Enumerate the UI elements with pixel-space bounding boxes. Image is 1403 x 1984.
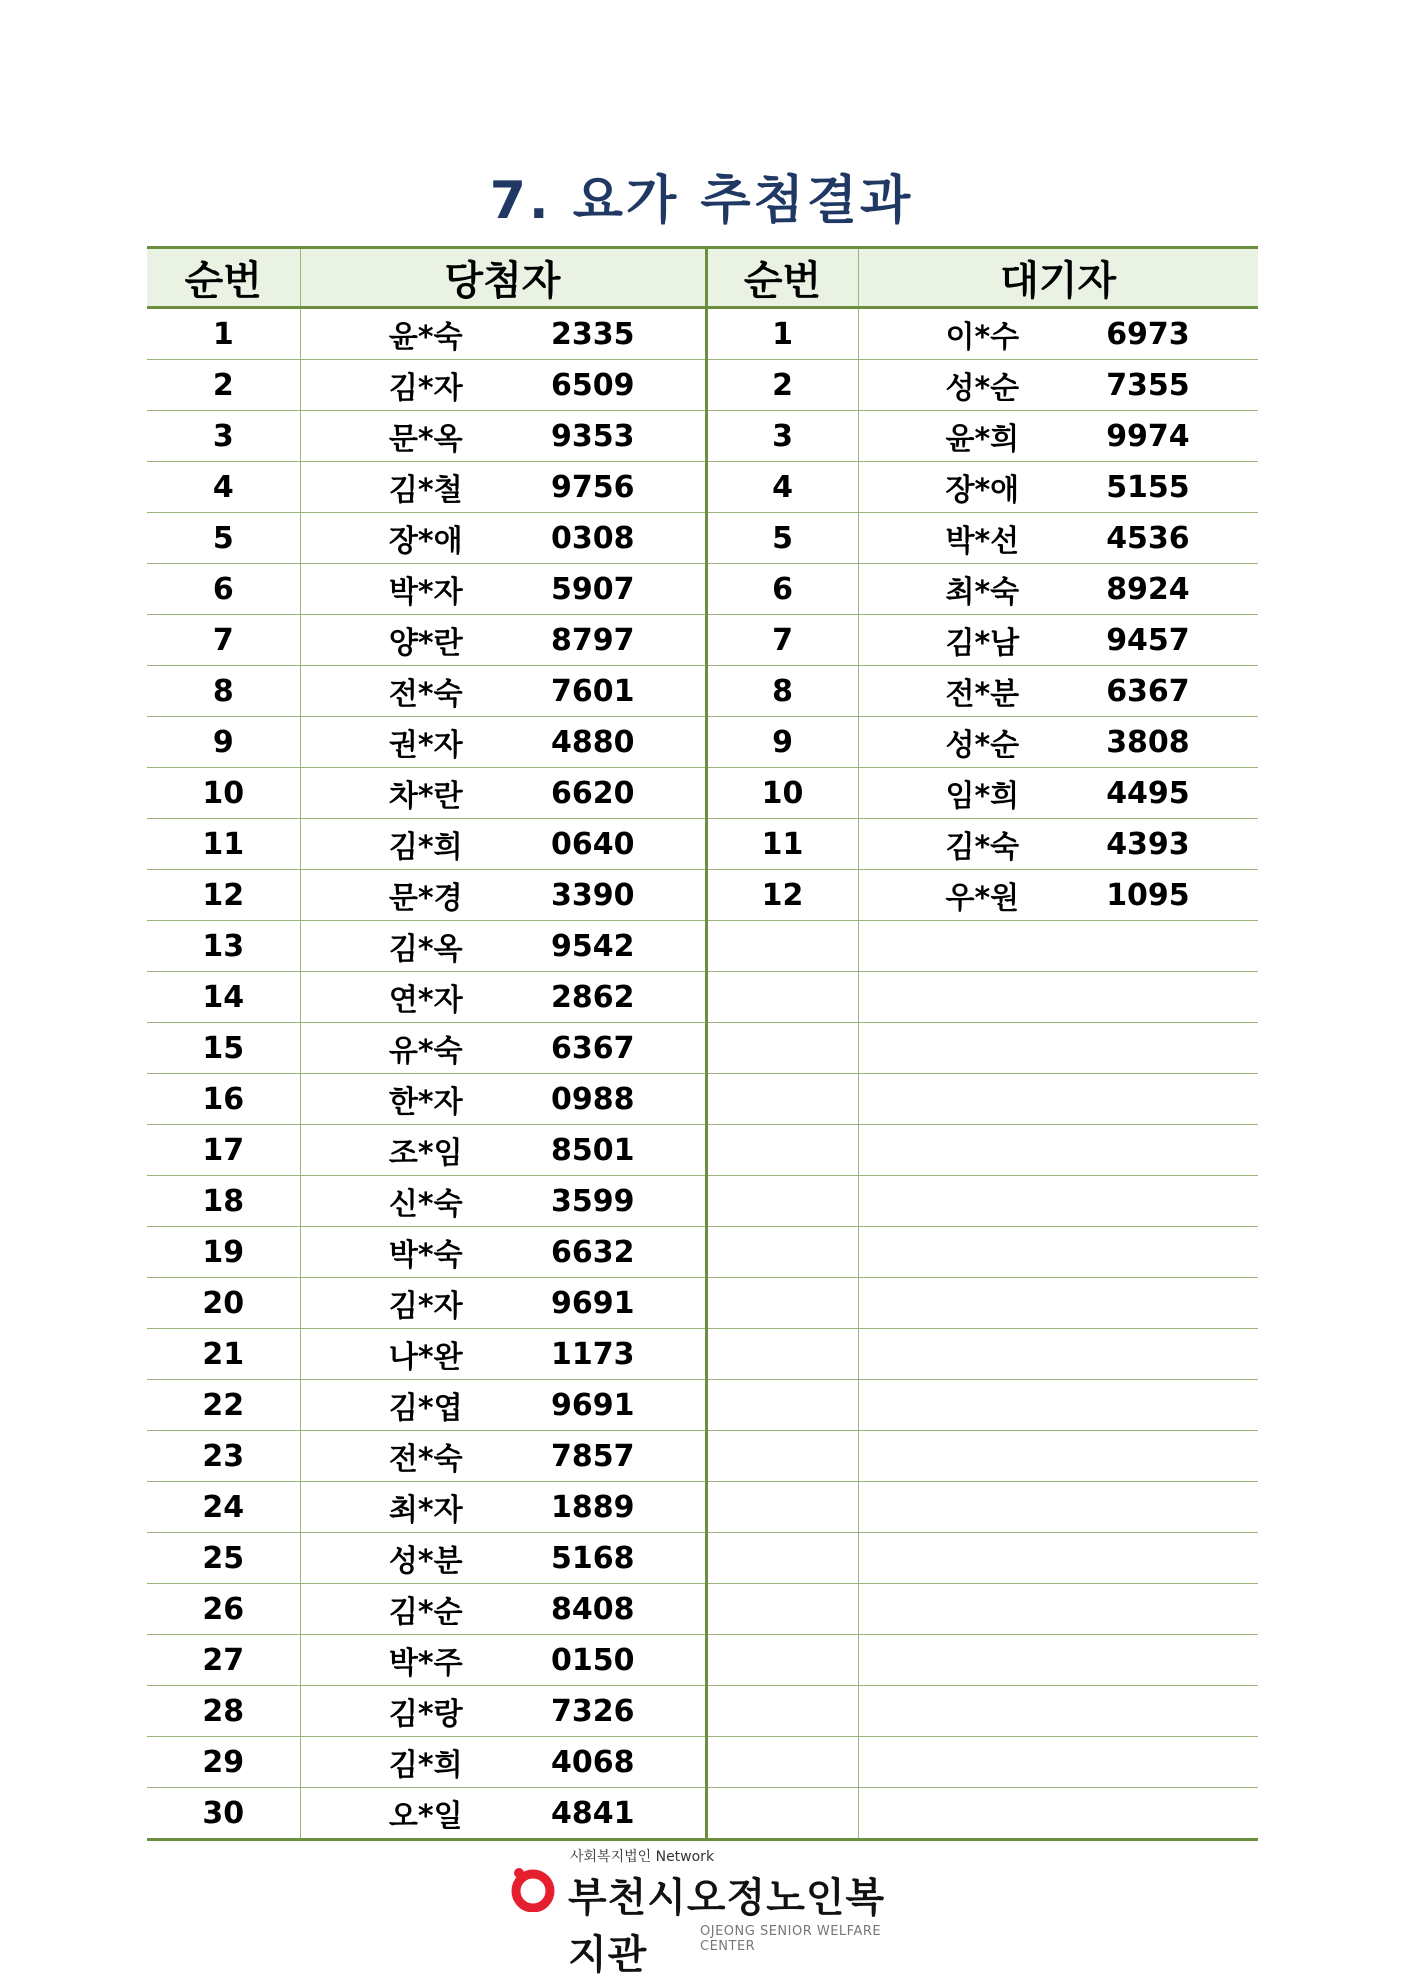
waitlist-code: 6973: [1106, 316, 1190, 352]
table-row: [147, 1023, 1258, 1074]
waitlist-name: 임*희: [945, 779, 1020, 814]
waitlist-number: [706, 1278, 858, 1329]
waitlist-name: 윤*희: [945, 422, 1020, 457]
winner-cell: [300, 1482, 706, 1533]
header-winners: 당첨자: [300, 248, 706, 308]
winner-number: 4: [147, 462, 300, 513]
lottery-results-table: [147, 246, 1258, 1841]
winner-number: 1: [147, 308, 300, 360]
winner-code: 6632: [550, 1234, 635, 1270]
waitlist-number: [706, 1737, 858, 1788]
winner-code: 0150: [550, 1642, 635, 1678]
waitlist-number: [706, 921, 858, 972]
winner-name: 김*자: [388, 1289, 463, 1324]
waitlist-number: 9: [706, 717, 858, 768]
winner-name: 신*숙: [388, 1187, 463, 1222]
waitlist-name: 장*애: [945, 473, 1020, 508]
waitlist-number: 10: [706, 768, 858, 819]
winner-name: 한*자: [388, 1085, 463, 1120]
winner-number: 15: [147, 1023, 300, 1074]
waitlist-cell: [858, 513, 1258, 564]
table-row: [147, 1074, 1258, 1125]
waitlist-cell: [858, 615, 1258, 666]
winner-code: 5168: [550, 1540, 635, 1576]
winner-cell: [300, 1788, 706, 1840]
waitlist-cell: [858, 819, 1258, 870]
waitlist-name: 박*선: [945, 524, 1020, 559]
winner-number: 9: [147, 717, 300, 768]
winner-number: 29: [147, 1737, 300, 1788]
waitlist-name: 김*숙: [945, 830, 1020, 865]
waitlist-number: 7: [706, 615, 858, 666]
winner-code: 9542: [550, 928, 635, 964]
waitlist-cell: [858, 1686, 1258, 1737]
table-row: [147, 1533, 1258, 1584]
waitlist-cell: [858, 1074, 1258, 1125]
winner-cell: [300, 819, 706, 870]
waitlist-code: 4393: [1106, 826, 1190, 862]
waitlist-name: 김*남: [945, 626, 1020, 661]
winner-cell: [300, 1227, 706, 1278]
org-network-label: 사회복지법인 Network: [570, 1849, 715, 1865]
winner-number: 3: [147, 411, 300, 462]
winner-name: 오*일: [388, 1799, 463, 1834]
winner-code: 6509: [550, 367, 635, 403]
winner-cell: [300, 564, 706, 615]
winner-number: 11: [147, 819, 300, 870]
waitlist-number: [706, 1788, 858, 1840]
winner-number: 19: [147, 1227, 300, 1278]
winner-number: 14: [147, 972, 300, 1023]
waitlist-number: [706, 1329, 858, 1380]
table-row: [147, 819, 1258, 870]
waitlist-cell: [858, 1482, 1258, 1533]
waitlist-cell: [858, 308, 1258, 360]
winner-cell: [300, 666, 706, 717]
winner-name: 조*임: [388, 1136, 463, 1171]
winner-name: 김*철: [388, 473, 463, 508]
waitlist-number: [706, 972, 858, 1023]
winner-code: 0308: [550, 520, 635, 556]
winner-number: 6: [147, 564, 300, 615]
table-row: [147, 1635, 1258, 1686]
winner-code: 7326: [550, 1693, 635, 1729]
table-row: [147, 360, 1258, 411]
winner-name: 최*자: [388, 1493, 463, 1528]
winner-name: 김*자: [388, 371, 463, 406]
winner-name: 문*경: [388, 881, 463, 916]
winner-code: 2335: [550, 316, 635, 352]
table-row: [147, 1788, 1258, 1840]
winner-cell: [300, 1584, 706, 1635]
winner-name: 박*자: [388, 575, 463, 610]
waitlist-number: 11: [706, 819, 858, 870]
winner-code: 9353: [550, 418, 635, 454]
waitlist-cell: [858, 1125, 1258, 1176]
winner-cell: [300, 360, 706, 411]
winner-cell: [300, 1431, 706, 1482]
winner-number: 2: [147, 360, 300, 411]
waitlist-name: 성*순: [945, 728, 1020, 763]
waitlist-name: 우*원: [945, 881, 1020, 916]
table-row: [147, 1737, 1258, 1788]
waitlist-number: [706, 1023, 858, 1074]
winner-cell: [300, 308, 706, 360]
header-waitlist: 대기자: [858, 248, 1258, 308]
winner-name: 김*순: [388, 1595, 463, 1630]
waitlist-code: 8924: [1106, 571, 1190, 607]
winner-name: 박*주: [388, 1646, 463, 1681]
waitlist-number: 2: [706, 360, 858, 411]
waitlist-cell: [858, 768, 1258, 819]
winner-number: 5: [147, 513, 300, 564]
waitlist-cell: [858, 1788, 1258, 1840]
winner-name: 윤*숙: [388, 320, 463, 355]
winner-code: 5907: [550, 571, 635, 607]
waitlist-cell: [858, 1431, 1258, 1482]
winner-cell: [300, 972, 706, 1023]
waitlist-number: 1: [706, 308, 858, 360]
winner-code: 0640: [550, 826, 635, 862]
winner-cell: [300, 1125, 706, 1176]
winner-number: 21: [147, 1329, 300, 1380]
waitlist-number: [706, 1074, 858, 1125]
winner-code: 1173: [550, 1336, 635, 1372]
winner-number: 26: [147, 1584, 300, 1635]
winner-code: 9691: [550, 1387, 635, 1423]
winner-number: 16: [147, 1074, 300, 1125]
winner-code: 3390: [550, 877, 635, 913]
waitlist-cell: [858, 717, 1258, 768]
winner-cell: [300, 717, 706, 768]
winner-name: 장*애: [388, 524, 463, 559]
waitlist-number: [706, 1686, 858, 1737]
winner-cell: [300, 921, 706, 972]
waitlist-cell: [858, 1635, 1258, 1686]
winner-name: 차*란: [388, 779, 463, 814]
winner-number: 12: [147, 870, 300, 921]
winner-code: 3599: [550, 1183, 635, 1219]
waitlist-cell: [858, 1380, 1258, 1431]
winner-cell: [300, 1635, 706, 1686]
waitlist-code: 3808: [1106, 724, 1190, 760]
winner-name: 전*숙: [388, 1442, 463, 1477]
waitlist-number: 12: [706, 870, 858, 921]
table-row: [147, 1278, 1258, 1329]
waitlist-number: [706, 1635, 858, 1686]
waitlist-cell: [858, 411, 1258, 462]
table-row: [147, 1584, 1258, 1635]
winner-number: 8: [147, 666, 300, 717]
waitlist-code: 9457: [1106, 622, 1190, 658]
table-row: [147, 513, 1258, 564]
winner-cell: [300, 1023, 706, 1074]
waitlist-cell: [858, 666, 1258, 717]
winner-name: 김*랑: [388, 1697, 463, 1732]
waitlist-number: [706, 1431, 858, 1482]
table-row: [147, 1125, 1258, 1176]
org-name: 부천시오정노인복지관: [568, 1875, 886, 1978]
winner-code: 2862: [550, 979, 635, 1015]
table-row: [147, 921, 1258, 972]
winner-name: 김*옥: [388, 932, 463, 967]
table-row: [147, 462, 1258, 513]
table-row: [147, 768, 1258, 819]
waitlist-cell: [858, 1584, 1258, 1635]
waitlist-number: [706, 1482, 858, 1533]
winner-cell: [300, 462, 706, 513]
waitlist-name: 성*순: [945, 371, 1020, 406]
table-row: [147, 972, 1258, 1023]
winner-name: 박*숙: [388, 1238, 463, 1273]
winner-cell: [300, 615, 706, 666]
winner-cell: [300, 1533, 706, 1584]
table-row: [147, 615, 1258, 666]
page-title: 7. 요가 추첨결과: [489, 171, 914, 231]
table-row: [147, 1227, 1258, 1278]
winner-code: 4068: [550, 1744, 635, 1780]
winner-number: 18: [147, 1176, 300, 1227]
winner-code: 8797: [550, 622, 635, 658]
winner-name: 김*희: [388, 830, 463, 865]
winner-cell: [300, 513, 706, 564]
waitlist-number: [706, 1227, 858, 1278]
winner-code: 6367: [550, 1030, 635, 1066]
waitlist-cell: [858, 921, 1258, 972]
winner-code: 8501: [550, 1132, 635, 1168]
table-row: [147, 1431, 1258, 1482]
winner-code: 4841: [550, 1795, 635, 1831]
winner-cell: [300, 1176, 706, 1227]
winner-code: 1889: [550, 1489, 635, 1525]
winner-cell: [300, 1737, 706, 1788]
waitlist-code: 9974: [1106, 418, 1190, 454]
winner-name: 성*분: [388, 1544, 463, 1579]
winner-code: 8408: [550, 1591, 635, 1627]
waitlist-cell: [858, 1176, 1258, 1227]
waitlist-number: [706, 1533, 858, 1584]
waitlist-number: [706, 1584, 858, 1635]
waitlist-cell: [858, 1329, 1258, 1380]
waitlist-cell: [858, 564, 1258, 615]
winner-name: 연*자: [388, 983, 463, 1018]
winner-cell: [300, 768, 706, 819]
winner-name: 유*숙: [388, 1034, 463, 1069]
winner-name: 양*란: [388, 626, 463, 661]
table-row: [147, 411, 1258, 462]
waitlist-number: [706, 1380, 858, 1431]
table-row: [147, 1380, 1258, 1431]
winner-code: 9756: [550, 469, 635, 505]
waitlist-number: 4: [706, 462, 858, 513]
waitlist-number: 8: [706, 666, 858, 717]
waitlist-number: 3: [706, 411, 858, 462]
winner-number: 23: [147, 1431, 300, 1482]
winner-name: 나*완: [388, 1340, 463, 1375]
waitlist-cell: [858, 1278, 1258, 1329]
winner-code: 7857: [550, 1438, 635, 1474]
waitlist-number: [706, 1125, 858, 1176]
waitlist-cell: [858, 1533, 1258, 1584]
table-header-row: [147, 248, 1258, 308]
table-row: [147, 870, 1258, 921]
winner-code: 6620: [550, 775, 635, 811]
winner-number: 25: [147, 1533, 300, 1584]
winner-code: 0988: [550, 1081, 635, 1117]
table-row: [147, 1176, 1258, 1227]
winner-cell: [300, 1329, 706, 1380]
waitlist-cell: [858, 1227, 1258, 1278]
waitlist-name: 전*분: [945, 677, 1020, 712]
winner-number: 17: [147, 1125, 300, 1176]
winner-number: 20: [147, 1278, 300, 1329]
winner-number: 7: [147, 615, 300, 666]
winner-name: 전*숙: [388, 677, 463, 712]
winner-code: 7601: [550, 673, 635, 709]
header-seq-waitlist: 순번: [706, 248, 858, 308]
winner-cell: [300, 1074, 706, 1125]
waitlist-cell: [858, 1023, 1258, 1074]
table-row: [147, 1686, 1258, 1737]
winner-number: 24: [147, 1482, 300, 1533]
waitlist-number: 6: [706, 564, 858, 615]
winner-name: 문*옥: [388, 422, 463, 457]
org-english-name: OJEONG SENIOR WELFARE CENTER: [700, 1924, 882, 1954]
winner-number: 10: [147, 768, 300, 819]
waitlist-code: 7355: [1106, 367, 1190, 403]
winner-number: 27: [147, 1635, 300, 1686]
waitlist-code: 6367: [1106, 673, 1190, 709]
waitlist-cell: [858, 870, 1258, 921]
winner-cell: [300, 870, 706, 921]
waitlist-cell: [858, 972, 1258, 1023]
winner-number: 30: [147, 1788, 300, 1840]
table-row: [147, 308, 1258, 360]
waitlist-number: 5: [706, 513, 858, 564]
table-row: [147, 1482, 1258, 1533]
winner-cell: [300, 411, 706, 462]
winner-number: 22: [147, 1380, 300, 1431]
winner-code: 4880: [550, 724, 635, 760]
waitlist-cell: [858, 1737, 1258, 1788]
header-seq: 순번: [147, 248, 300, 308]
waitlist-code: 4536: [1106, 520, 1190, 556]
waitlist-name: 이*수: [945, 320, 1020, 355]
winner-cell: [300, 1278, 706, 1329]
table-row: [147, 717, 1258, 768]
org-logo: [510, 1846, 910, 1978]
winner-name: 권*자: [388, 728, 463, 763]
table-row: [147, 666, 1258, 717]
winner-name: 김*희: [388, 1748, 463, 1783]
winner-name: 김*엽: [388, 1391, 463, 1426]
table-row: [147, 564, 1258, 615]
waitlist-code: 5155: [1106, 469, 1190, 505]
winner-number: 13: [147, 921, 300, 972]
table-row: [147, 1329, 1258, 1380]
winner-cell: [300, 1380, 706, 1431]
waitlist-code: 4495: [1106, 775, 1190, 811]
org-logo-icon: [510, 1866, 556, 1912]
waitlist-number: [706, 1176, 858, 1227]
waitlist-cell: [858, 360, 1258, 411]
winner-code: 9691: [550, 1285, 635, 1321]
winner-number: 28: [147, 1686, 300, 1737]
waitlist-name: 최*숙: [945, 575, 1020, 610]
waitlist-cell: [858, 462, 1258, 513]
waitlist-code: 1095: [1106, 877, 1190, 913]
winner-cell: [300, 1686, 706, 1737]
